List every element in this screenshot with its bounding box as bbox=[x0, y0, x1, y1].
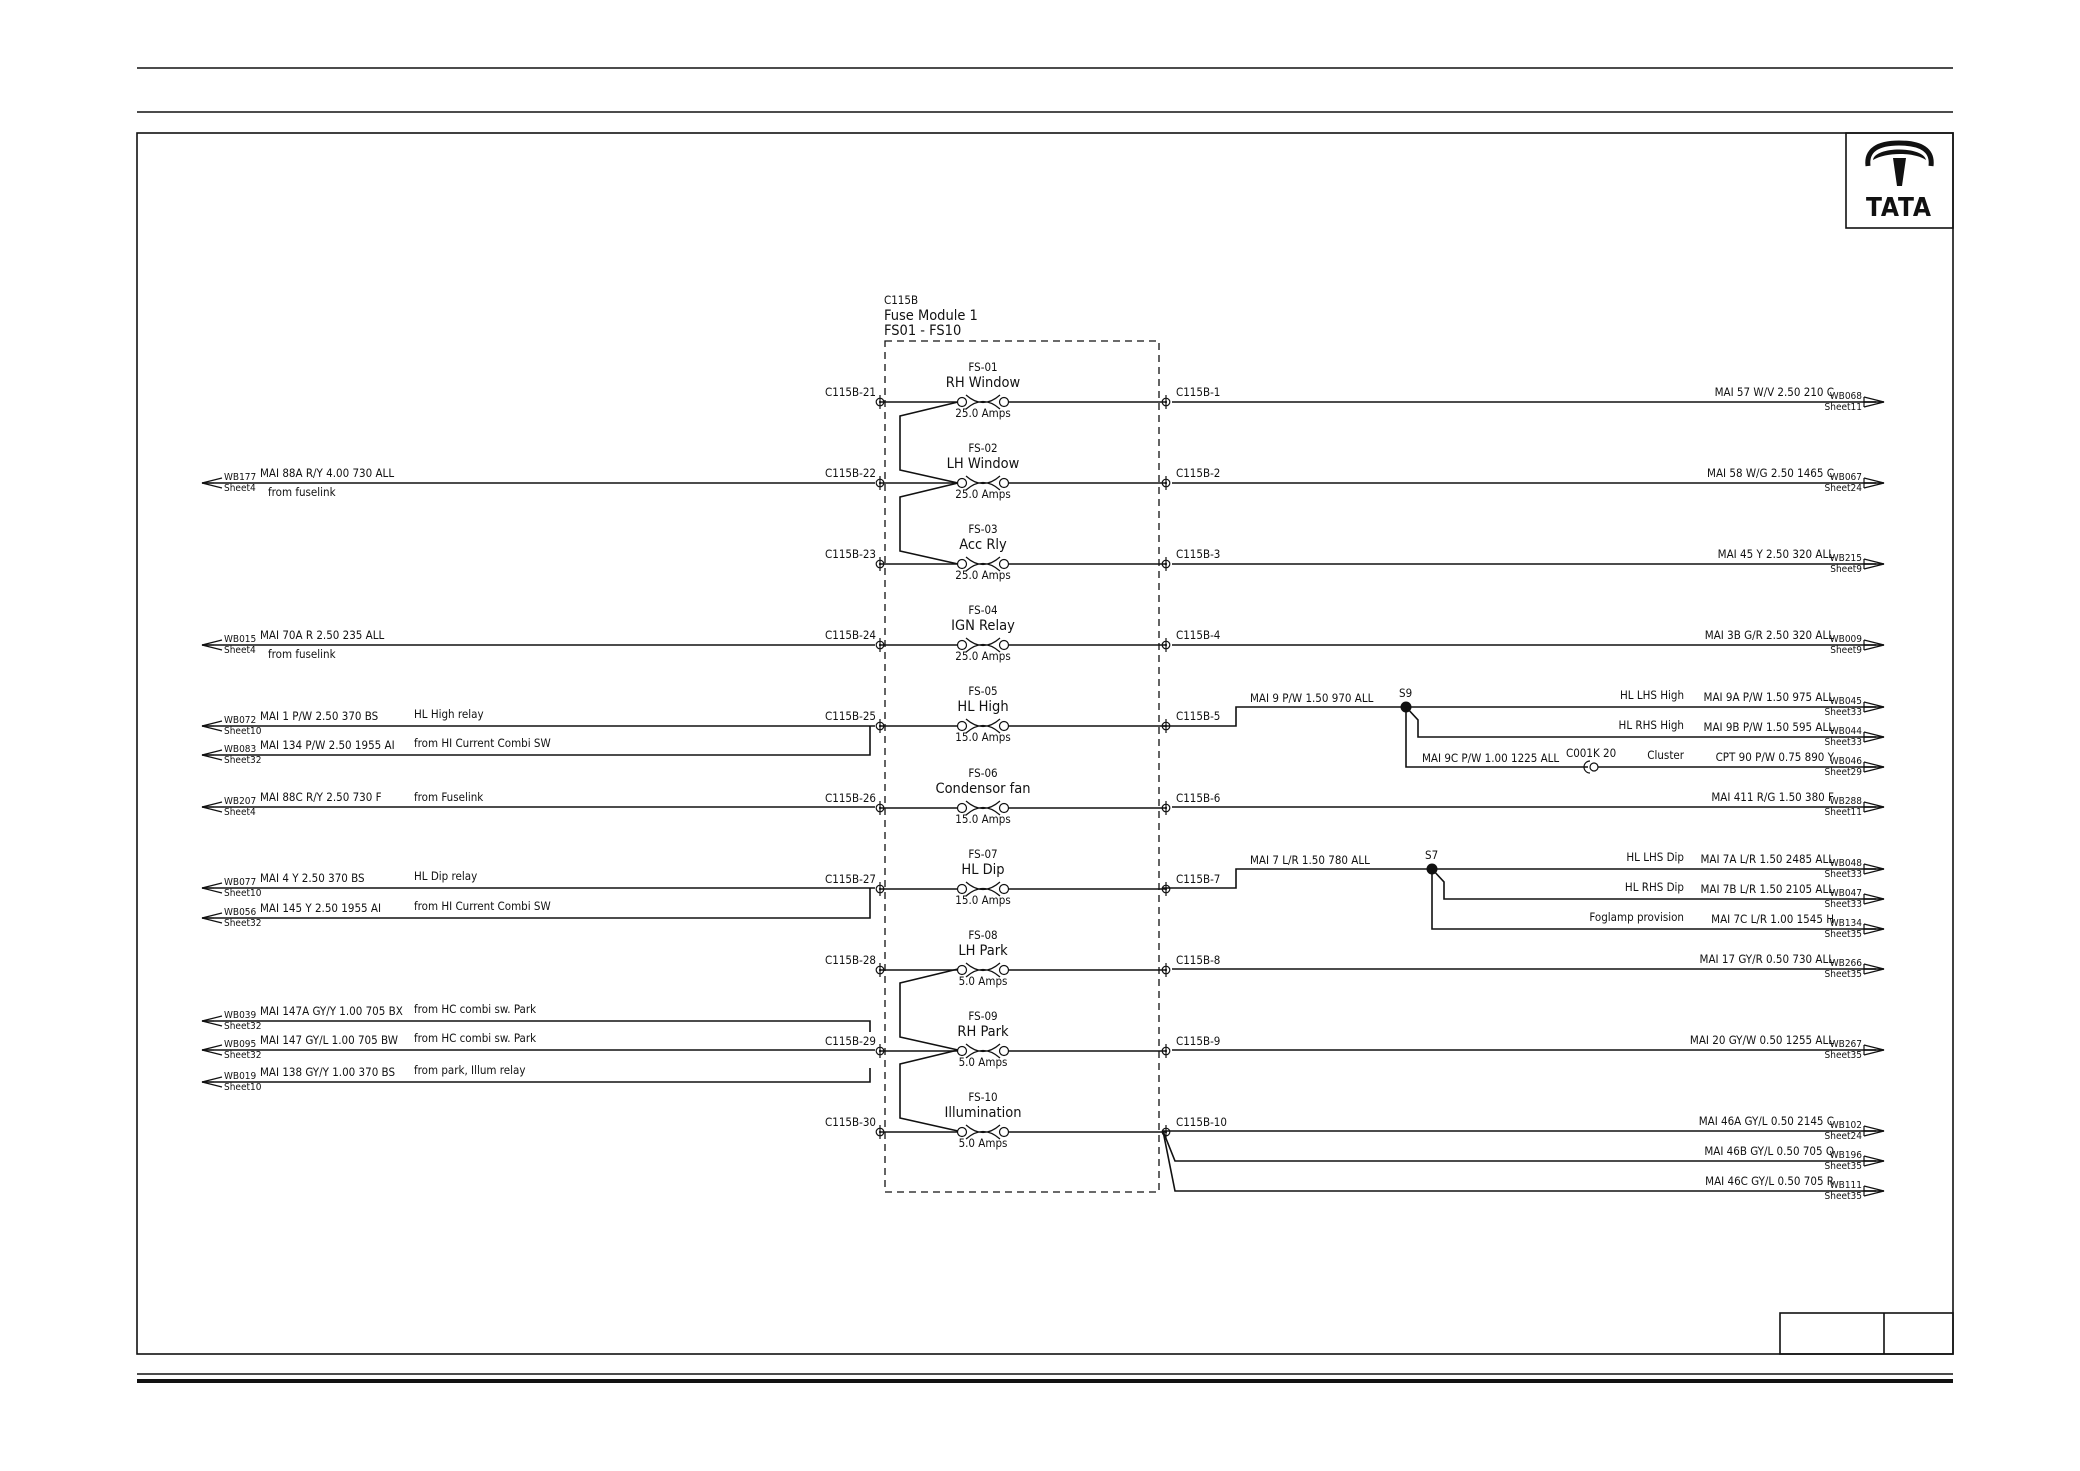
wire-sheet: Sheet4 bbox=[224, 483, 256, 494]
wire-ref: WB046 bbox=[1829, 756, 1862, 767]
right-wire-wb047 bbox=[1625, 880, 1884, 910]
splice-s9-label: S9 bbox=[1399, 686, 1413, 700]
wire-spec: MAI 17 GY/R 0.50 730 ALL bbox=[1699, 952, 1834, 966]
tata-logo-text: TATA bbox=[1865, 193, 1933, 223]
fuse-name: HL High bbox=[957, 699, 1009, 715]
fuse-id: FS-10 bbox=[968, 1090, 998, 1104]
wire-sheet: Sheet33 bbox=[1824, 737, 1862, 748]
wire-ref: WB095 bbox=[224, 1039, 257, 1050]
fuse-fs-05 bbox=[825, 684, 1220, 744]
module-range: FS01 - FS10 bbox=[884, 323, 962, 339]
fuse-id: FS-06 bbox=[968, 766, 998, 780]
fuse-id: FS-03 bbox=[968, 522, 998, 536]
wire-sheet: Sheet35 bbox=[1824, 969, 1862, 980]
fuse-name: LH Park bbox=[958, 943, 1008, 959]
wire-sheet: Sheet32 bbox=[224, 1050, 262, 1061]
wire-spec: MAI 7C L/R 1.00 1545 H bbox=[1711, 912, 1834, 926]
wire-note: from park, Illum relay bbox=[414, 1063, 526, 1077]
fuse-id: FS-05 bbox=[968, 684, 998, 698]
wire-note: from HI Current Combi SW bbox=[414, 899, 551, 913]
wire-sheet: Sheet4 bbox=[224, 807, 256, 818]
left-wire-wb207 bbox=[202, 790, 875, 818]
wire-note: from HI Current Combi SW bbox=[414, 736, 551, 750]
fuse-out-pin-label: C115B-7 bbox=[1176, 872, 1221, 886]
wire-spec: MAI 1 P/W 2.50 370 BS bbox=[260, 709, 379, 723]
wire-sheet: Sheet35 bbox=[1824, 1050, 1862, 1061]
wire-sheet: Sheet32 bbox=[224, 755, 262, 766]
wire-ref: WB083 bbox=[224, 744, 257, 755]
wire-ref: WB068 bbox=[1829, 391, 1862, 402]
wire-spec: MAI 70A R 2.50 235 ALL bbox=[260, 628, 385, 642]
left-wire-wb015 bbox=[202, 628, 875, 661]
fuse-id: FS-09 bbox=[968, 1009, 998, 1023]
wire-spec: MAI 147 GY/L 1.00 705 BW bbox=[260, 1033, 398, 1047]
wire-note: HL RHS Dip bbox=[1624, 880, 1684, 894]
wire-spec: MAI 147A GY/Y 1.00 705 BX bbox=[260, 1004, 403, 1018]
fuse-in-pin-label: C115B-22 bbox=[825, 466, 876, 480]
wire-spec: MAI 88A R/Y 4.00 730 ALL bbox=[260, 466, 395, 480]
wire-ref: WB134 bbox=[1829, 918, 1862, 929]
right-wire-wb067 bbox=[1172, 466, 1884, 494]
wire-sheet: Sheet10 bbox=[224, 726, 262, 737]
wire-spec: MAI 45 Y 2.50 320 ALL bbox=[1717, 547, 1834, 561]
wire-ref: WB072 bbox=[224, 715, 257, 726]
wire-spec: MAI 4 Y 2.50 370 BS bbox=[260, 871, 365, 885]
wire-sheet: Sheet24 bbox=[1824, 483, 1862, 494]
fuse-rating: 25.0 Amps bbox=[955, 568, 1011, 582]
right-wire-wb267 bbox=[1172, 1033, 1884, 1061]
fuse-name: RH Window bbox=[945, 375, 1021, 391]
wire-ref: WB267 bbox=[1829, 1039, 1862, 1050]
wire-ref: WB056 bbox=[224, 907, 257, 918]
tata-logo bbox=[1846, 133, 1953, 228]
fuse-out-pin-label: C115B-9 bbox=[1176, 1034, 1221, 1048]
fuse-out-pin-label: C115B-8 bbox=[1176, 953, 1221, 967]
fuse-name: Illumination bbox=[944, 1105, 1022, 1121]
offsheet-arrow-icon bbox=[1864, 397, 1884, 407]
fuse-rating: 5.0 Amps bbox=[958, 1136, 1008, 1150]
fs05-out-wire-spec: MAI 9 P/W 1.50 970 ALL bbox=[1250, 691, 1374, 705]
fuse-fs-03 bbox=[825, 522, 1220, 582]
fuse-fs-09 bbox=[825, 1009, 1220, 1069]
fuse-rating: 15.0 Amps bbox=[955, 730, 1011, 744]
wire-note: HL High relay bbox=[414, 707, 484, 721]
fuse-name: RH Park bbox=[957, 1024, 1009, 1040]
fuse-out-pin-label: C115B-3 bbox=[1176, 547, 1221, 561]
splice-s7-label: S7 bbox=[1425, 848, 1439, 862]
wire-note: from HC combi sw. Park bbox=[414, 1002, 537, 1016]
right-wire-wb196 bbox=[1704, 1144, 1884, 1172]
fuse-out-pin-label: C115B-2 bbox=[1176, 466, 1221, 480]
wire-note: HL LHS High bbox=[1619, 688, 1684, 702]
fuse-in-pin-label: C115B-23 bbox=[825, 547, 876, 561]
wire-sheet: Sheet4 bbox=[224, 645, 256, 656]
fuse-rating: 25.0 Amps bbox=[955, 487, 1011, 501]
fuse-out-pin-label: C115B-10 bbox=[1176, 1115, 1227, 1129]
wire-spec: MAI 46B GY/L 0.50 705 Q bbox=[1704, 1144, 1834, 1158]
wire-note: from Fuselink bbox=[414, 790, 484, 804]
wire-spec: MAI 88C R/Y 2.50 730 F bbox=[260, 790, 382, 804]
offsheet-arrow-icon bbox=[1864, 478, 1884, 488]
offsheet-arrow-icon bbox=[1864, 559, 1884, 569]
right-wire-wb102 bbox=[1699, 1114, 1884, 1142]
fuse-id: FS-07 bbox=[968, 847, 998, 861]
fuse-id: FS-08 bbox=[968, 928, 998, 942]
fuse-fs-08 bbox=[825, 928, 1220, 988]
wire-ref: WB009 bbox=[1829, 634, 1862, 645]
inline-connector-label: C001K 20 bbox=[1566, 746, 1617, 760]
wire-sheet: Sheet29 bbox=[1824, 767, 1862, 778]
fuse-in-pin-label: C115B-24 bbox=[825, 628, 876, 642]
fuse-fs-07 bbox=[825, 847, 1220, 907]
fuse-fs-04 bbox=[825, 603, 1220, 663]
wire-sheet: Sheet33 bbox=[1824, 869, 1862, 880]
left-wire-wb083 bbox=[202, 736, 551, 766]
wire-sheet: Sheet10 bbox=[224, 888, 262, 899]
wire-ref: WB019 bbox=[224, 1071, 257, 1082]
offsheet-arrow-icon bbox=[1864, 802, 1884, 812]
wire-sheet: Sheet33 bbox=[1824, 899, 1862, 910]
right-wire-wb045 bbox=[1620, 688, 1884, 718]
wire-note: HL RHS High bbox=[1618, 718, 1684, 732]
wire-ref: WB045 bbox=[1829, 696, 1862, 707]
left-wire-wb177 bbox=[202, 466, 875, 499]
offsheet-arrow-icon bbox=[1864, 964, 1884, 974]
fuse-fs-06 bbox=[825, 766, 1220, 826]
right-wire-wb288 bbox=[1172, 790, 1884, 818]
wire-note: Cluster bbox=[1647, 748, 1684, 762]
wire-note: from fuselink bbox=[268, 485, 336, 499]
fuse-name: IGN Relay bbox=[951, 618, 1015, 634]
wire-sheet: Sheet11 bbox=[1824, 402, 1862, 413]
wire-spec: MAI 7A L/R 1.50 2485 ALL bbox=[1700, 852, 1834, 866]
fs07-out-wire-spec: MAI 7 L/R 1.50 780 ALL bbox=[1250, 853, 1370, 867]
wire-sheet: Sheet33 bbox=[1824, 707, 1862, 718]
fuse-name: Acc Rly bbox=[959, 537, 1007, 553]
wire-spec: MAI 9A P/W 1.50 975 ALL bbox=[1703, 690, 1834, 704]
fuse-out-pin-label: C115B-4 bbox=[1176, 628, 1221, 642]
wire-spec: CPT 90 P/W 0.75 890 Y bbox=[1715, 750, 1834, 764]
wire-sheet: Sheet9 bbox=[1830, 564, 1862, 575]
right-wire-wb009 bbox=[1172, 628, 1884, 656]
wire-ref: WB044 bbox=[1829, 726, 1862, 737]
right-wire-wb048 bbox=[1626, 850, 1884, 880]
wire-ref: WB111 bbox=[1829, 1180, 1862, 1191]
wire-note: HL LHS Dip bbox=[1626, 850, 1684, 864]
fuse-rating: 15.0 Amps bbox=[955, 893, 1011, 907]
wire-sheet: Sheet35 bbox=[1824, 1191, 1862, 1202]
fuse-module-header bbox=[884, 293, 978, 339]
wire-note: Foglamp provision bbox=[1589, 910, 1684, 924]
left-wire-list bbox=[202, 466, 875, 1093]
wire-spec: MAI 3B G/R 2.50 320 ALL bbox=[1704, 628, 1834, 642]
fuse-in-pin-label: C115B-27 bbox=[825, 872, 876, 886]
left-wire-wb072 bbox=[202, 707, 875, 737]
right-wire-wb046 bbox=[1647, 748, 1884, 778]
fuse-id: FS-04 bbox=[968, 603, 998, 617]
cluster-feed-spec: MAI 9C P/W 1.00 1225 ALL bbox=[1422, 751, 1560, 765]
fuse-name: LH Window bbox=[946, 456, 1020, 472]
fuse-in-pin-label: C115B-29 bbox=[825, 1034, 876, 1048]
wire-sheet: Sheet24 bbox=[1824, 1131, 1862, 1142]
fuse-module-boundary bbox=[885, 341, 1159, 1192]
wire-ref: WB047 bbox=[1829, 888, 1862, 899]
fuse-rating: 5.0 Amps bbox=[958, 974, 1008, 988]
fuse-rating: 15.0 Amps bbox=[955, 812, 1011, 826]
wire-sheet: Sheet32 bbox=[224, 918, 262, 929]
right-wire-wb266 bbox=[1172, 952, 1884, 980]
module-title: Fuse Module 1 bbox=[884, 308, 978, 324]
left-junction-fs05 bbox=[214, 726, 870, 918]
wire-sheet: Sheet35 bbox=[1824, 929, 1862, 940]
fuse-out-pin-label: C115B-5 bbox=[1176, 709, 1221, 723]
fuse-rating: 5.0 Amps bbox=[958, 1055, 1008, 1069]
wire-spec: MAI 9B P/W 1.50 595 ALL bbox=[1703, 720, 1834, 734]
fuse-out-pin-label: C115B-6 bbox=[1176, 791, 1221, 805]
wire-note: from HC combi sw. Park bbox=[414, 1031, 537, 1045]
wire-note: HL Dip relay bbox=[414, 869, 478, 883]
right-wire-wb134 bbox=[1589, 910, 1884, 940]
left-wire-wb095 bbox=[202, 1031, 875, 1061]
fuse-id: FS-01 bbox=[968, 360, 998, 374]
fuse-id: FS-02 bbox=[968, 441, 998, 455]
wire-ref: WB039 bbox=[224, 1010, 257, 1021]
wire-sheet: Sheet9 bbox=[1830, 645, 1862, 656]
wire-ref: WB048 bbox=[1829, 858, 1862, 869]
fuse-in-pin-label: C115B-26 bbox=[825, 791, 876, 805]
wire-sheet: Sheet10 bbox=[224, 1082, 262, 1093]
offsheet-arrow-icon bbox=[1864, 1045, 1884, 1055]
fuse-in-pin-label: C115B-28 bbox=[825, 953, 876, 967]
wire-ref: WB077 bbox=[224, 877, 257, 888]
wire-ref: WB207 bbox=[224, 796, 257, 807]
right-wire-wb215 bbox=[1172, 547, 1884, 575]
wire-spec: MAI 58 W/G 2.50 1465 C bbox=[1707, 466, 1834, 480]
wire-spec: MAI 138 GY/Y 1.00 370 BS bbox=[260, 1065, 396, 1079]
wire-ref: WB067 bbox=[1829, 472, 1862, 483]
wire-ref: WB015 bbox=[224, 634, 257, 645]
wire-spec: MAI 145 Y 2.50 1955 AI bbox=[260, 901, 382, 915]
tata-emblem-icon bbox=[1868, 143, 1931, 186]
wire-ref: WB102 bbox=[1829, 1120, 1862, 1131]
fuse-name: Condensor fan bbox=[935, 781, 1031, 797]
fuse-rating: 25.0 Amps bbox=[955, 406, 1011, 420]
right-wire-wb044 bbox=[1619, 718, 1884, 748]
left-wire-wb077 bbox=[202, 869, 875, 899]
wire-ref: WB215 bbox=[1829, 553, 1862, 564]
left-wire-wb039 bbox=[202, 1002, 536, 1032]
right-wire-wb111 bbox=[1705, 1174, 1884, 1202]
wire-spec: MAI 7B L/R 1.50 2105 ALL bbox=[1700, 882, 1834, 896]
wire-ref: WB177 bbox=[224, 472, 257, 483]
wire-sheet: Sheet35 bbox=[1824, 1161, 1862, 1172]
wire-spec: MAI 57 W/V 2.50 210 C bbox=[1714, 385, 1834, 399]
wire-spec: MAI 46C GY/L 0.50 705 R bbox=[1705, 1174, 1834, 1188]
wire-sheet: Sheet11 bbox=[1824, 807, 1862, 818]
left-wire-wb056 bbox=[202, 899, 551, 929]
fuse-fs-01 bbox=[825, 360, 1220, 420]
wire-ref: WB266 bbox=[1829, 958, 1862, 969]
fuse-bus-links bbox=[900, 402, 958, 1131]
wire-ref: WB288 bbox=[1829, 796, 1862, 807]
fuse-in-pin-label: C115B-25 bbox=[825, 709, 876, 723]
module-connector-label: C115B bbox=[884, 293, 919, 307]
offsheet-arrow-icon bbox=[1864, 640, 1884, 650]
wire-sheet: Sheet32 bbox=[224, 1021, 262, 1032]
fuse-in-pin-label: C115B-30 bbox=[825, 1115, 876, 1129]
fuse-rating: 25.0 Amps bbox=[955, 649, 1011, 663]
fuse-out-pin-label: C115B-1 bbox=[1176, 385, 1221, 399]
wire-note: from fuselink bbox=[268, 647, 336, 661]
fuse-in-pin-label: C115B-21 bbox=[825, 385, 876, 399]
wire-spec: MAI 411 R/G 1.50 380 F bbox=[1711, 790, 1834, 804]
fuse-name: HL Dip bbox=[961, 862, 1005, 878]
wire-spec: MAI 46A GY/L 0.50 2145 C bbox=[1698, 1114, 1834, 1128]
right-wire-wb068 bbox=[1172, 385, 1884, 413]
left-wire-wb019 bbox=[202, 1063, 525, 1093]
right-wire-list bbox=[1172, 385, 1884, 1202]
wire-spec: MAI 134 P/W 2.50 1955 AI bbox=[260, 738, 395, 752]
wire-ref: WB196 bbox=[1829, 1150, 1862, 1161]
wire-spec: MAI 20 GY/W 0.50 1255 ALL bbox=[1689, 1033, 1834, 1047]
fuse-fs-02 bbox=[825, 441, 1220, 501]
